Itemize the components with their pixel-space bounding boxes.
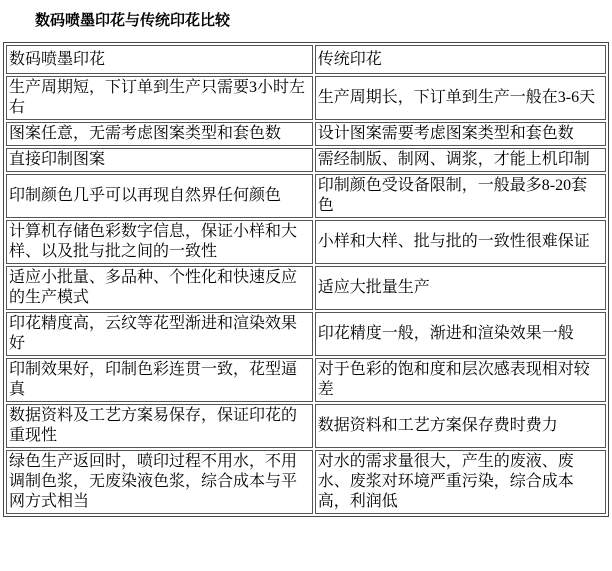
table-cell: 绿色生产返回时，喷印过程不用水，不用调制色浆，无废染液色浆，综合成本与平网方式相当 [6,450,313,514]
table-row [6,404,606,448]
table-cell: 生产周期长，下订单到生产一般在3-6天 [315,76,606,120]
table-cell: 小样和大样、批与批的一致性很难保证 [315,220,606,264]
table-cell: 对于色彩的饱和度和层次感表现相对较差 [315,358,606,402]
table-cell: 需经制版、制网、调浆，才能上机印制 [315,148,606,172]
table-row [6,312,606,356]
table-cell: 印花精度一般，渐进和渲染效果一般 [315,312,606,356]
table-cell: 生产周期短，下订单到生产只需要3小时左右 [6,76,313,120]
column-header-digital: 数码喷墨印花 [6,45,313,74]
table-row [6,358,606,402]
page-title: 数码喷墨印花与传统印花比较 [35,13,231,29]
table-row [6,220,606,264]
table-cell: 对水的需求量很大，产生的废液、废水、废浆对环境严重污染，综合成本高，利润低 [315,450,606,514]
table-cell: 设计图案需要考虑图案类型和套色数 [315,122,606,146]
table-row [6,266,606,310]
table-cell: 印制颜色受设备限制，一般最多8-20套色 [315,174,606,218]
table-row [6,122,606,146]
comparison-table-body [6,76,606,514]
table-cell: 直接印制图案 [6,148,313,172]
table-row [6,76,606,120]
table-cell: 数据资料和工艺方案保存费时费力 [315,404,606,448]
table-cell: 印制效果好，印制色彩连贯一致，花型逼真 [6,358,313,402]
table-cell: 印制颜色几乎可以再现自然界任何颜色 [6,174,313,218]
column-header-traditional: 传统印花 [315,45,606,74]
table-cell: 计算机存储色彩数字信息，保证小样和大样、以及批与批之间的一致性 [6,220,313,264]
table-cell: 图案任意，无需考虑图案类型和套色数 [6,122,313,146]
table-cell: 适应大批量生产 [315,266,606,310]
table-cell: 适应小批量、多品种、个性化和快速反应的生产模式 [6,266,313,310]
table-row [6,174,606,218]
table-row [6,450,606,514]
table-header-row [6,45,606,74]
table-row [6,148,606,172]
table-cell: 数据资料及工艺方案易保存，保证印花的重现性 [6,404,313,448]
table-cell: 印花精度高，云纹等花型渐进和渲染效果好 [6,312,313,356]
comparison-table [3,42,609,517]
